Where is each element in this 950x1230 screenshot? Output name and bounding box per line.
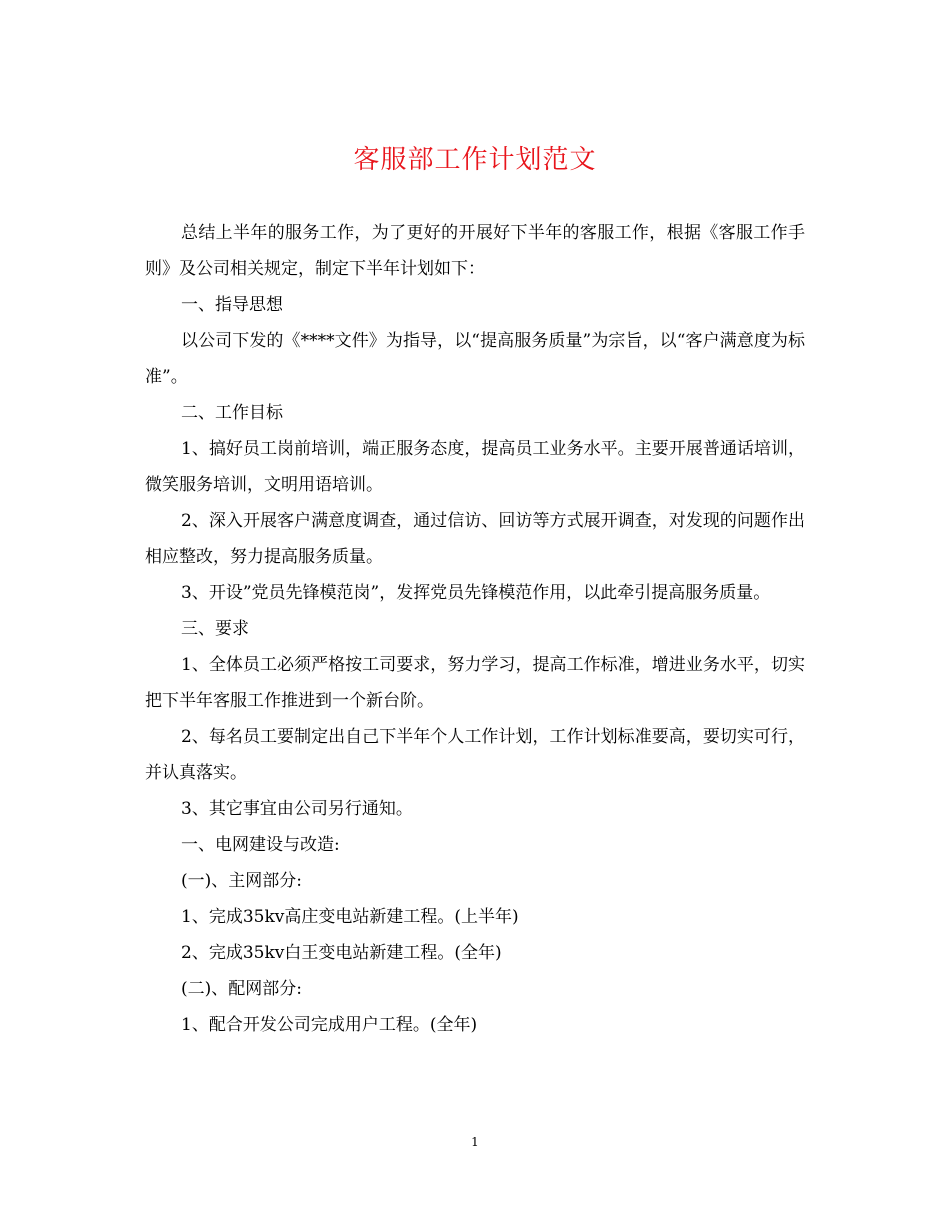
page-number: 1 [471, 1135, 479, 1149]
heading-work-goals: 二、工作目标 [181, 403, 283, 423]
document-body [145, 215, 805, 1043]
heading-requirements: 三、要求 [181, 619, 249, 639]
paragraph-requirement-2: 2、每名员工要制定出自己下半年个人工作计划，工作计划标准要高，要切实可行，并认真落实。 [145, 727, 805, 783]
paragraph-main-grid-1: 1、完成35kv高庄变电站新建工程。(上半年) [181, 907, 519, 927]
paragraph-guiding-thought: 以公司下发的《****文件》为指导，以“提高服务质量”为宗旨，以“客户满意度为标准”。 [145, 331, 805, 387]
paragraph-main-grid-2: 2、完成35kv白王变电站新建工程。(全年) [181, 943, 502, 963]
paragraph-intro: 总结上半年的服务工作，为了更好的开展好下半年的客服工作，根据《客服工作手则》及公司相关规定，制定下半年计划如下： [145, 223, 805, 279]
paragraph-goal-3: 3、开设”党员先锋模范岗”，发挥党员先锋模范作用，以此牵引提高服务质量。 [181, 583, 771, 603]
paragraph-goal-2: 2、深入开展客户满意度调查，通过信访、回访等方式展开调查，对发现的问题作出相应整改，努力提高服务质量。 [145, 511, 805, 567]
paragraph-goal-1: 1、搞好员工岗前培训，端正服务态度，提高员工业务水平。主要开展普通话培训，微笑服务培训，文明用语培训。 [145, 439, 805, 495]
heading-distribution-grid: (二)、配网部分: [181, 979, 302, 999]
paragraph-distribution-grid-1: 1、配合开发公司完成用户工程。(全年) [181, 1015, 478, 1035]
paragraph-requirement-3: 3、其它事宜由公司另行通知。 [181, 799, 413, 819]
paragraph-requirement-1: 1、全体员工必须严格按工司要求，努力学习，提高工作标准，增进业务水平，切实把下半年客服工作推进到一个新台阶。 [145, 655, 805, 711]
heading-guiding-thought: 一、指导思想 [181, 295, 283, 315]
heading-main-grid: (一)、主网部分: [181, 871, 302, 891]
heading-grid-construction: 一、电网建设与改造: [181, 835, 340, 855]
document-title: 客服部工作计划范文 [353, 145, 597, 175]
